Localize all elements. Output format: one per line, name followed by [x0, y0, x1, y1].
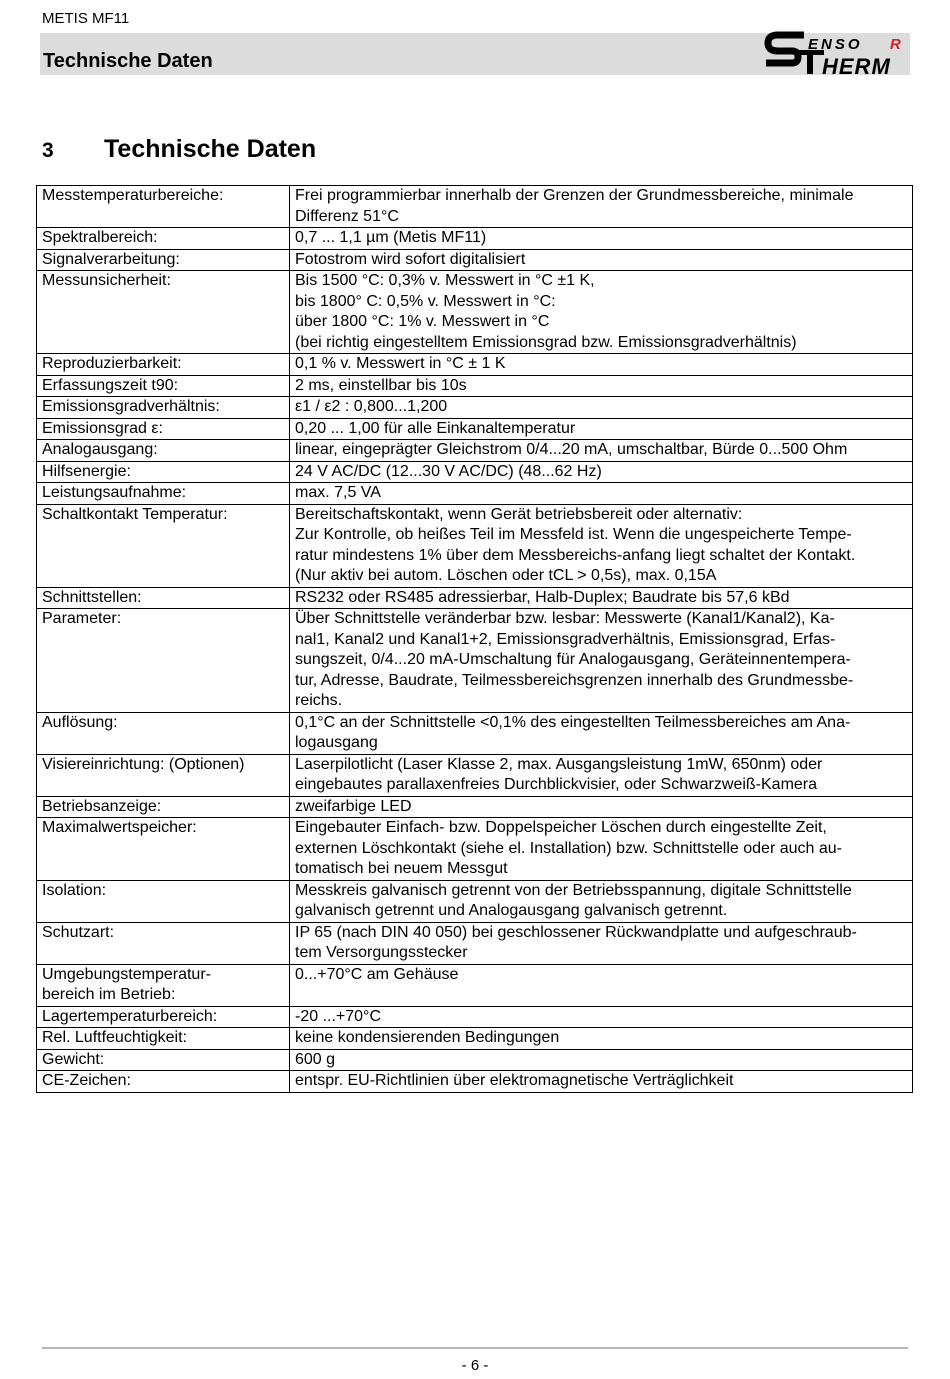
spec-value-line: Über Schnittstelle veränderbar bzw. lesbar: Messwerte (Kanal1/Kanal2), Ka-: [295, 610, 835, 627]
table-row: [37, 271, 913, 354]
spec-label-line: Leistungsaufnahme:: [42, 484, 187, 501]
spec-label: [37, 609, 290, 713]
spec-label: [37, 587, 290, 609]
spec-value-line: tomatisch bei neuem Messgut: [295, 860, 508, 877]
table-row: [37, 418, 913, 440]
spec-label: [37, 712, 290, 754]
table-row: [37, 609, 913, 713]
spec-value-line: Bereitschaftskontakt, wenn Gerät betriebsbereit oder alternativ:: [295, 505, 743, 523]
spec-value-line: 600 g: [295, 1050, 336, 1068]
spec-label-line: Isolation:: [42, 881, 107, 899]
spec-label: [37, 504, 290, 587]
spec-value-line: Zur Kontrolle, ob heißes Teil im Messfeld ist. Wenn die ungespeicherte Tempe-: [295, 526, 852, 543]
spec-value-line: eingebautes parallaxenfreies Durchblickvisier, oder Schwarzweiß-Kamera: [295, 776, 818, 793]
spec-value-line: max. 7,5 VA: [295, 484, 381, 501]
spec-label-line: Emissionsgrad ε:: [42, 419, 163, 437]
spec-value: [290, 1028, 913, 1050]
spec-value-line: 2 ms, einstellbar bis 10s: [295, 376, 467, 394]
spec-label: [37, 249, 290, 271]
spec-label: [37, 228, 290, 250]
spec-label-line: Schutzart:: [42, 923, 115, 941]
table-row: [37, 880, 913, 922]
spec-value: [290, 228, 913, 250]
spec-value: [290, 186, 913, 228]
spec-label: [37, 186, 290, 228]
spec-value-line: (bei richtig eingestelltem Emissionsgrad bzw. Emissionsgradverhältnis): [295, 333, 797, 351]
spec-value-line: reichs.: [295, 692, 343, 709]
document-name: METIS MF11: [42, 10, 130, 27]
spec-value-line: Eingebauter Einfach- bzw. Doppelspeicher Löschen durch eingestellte Zeit,: [295, 819, 827, 836]
svg-text:ENSO: ENSO: [808, 36, 863, 53]
spec-value: [290, 712, 913, 754]
spec-label: [37, 964, 290, 1006]
spec-value-line: 0,20 ... 1,00 für alle Einkanaltemperatur: [295, 419, 576, 437]
spec-value: [290, 754, 913, 796]
spec-label-line: Analogausgang:: [42, 441, 158, 458]
table-row: [37, 249, 913, 271]
table-row: [37, 375, 913, 397]
spec-value-line: ε1 / ε2 : 0,800...1,200: [295, 398, 448, 415]
spec-value-line: zweifarbige LED: [295, 797, 412, 815]
svg-text:HERM: HERM: [822, 54, 891, 78]
spec-value-line: entspr. EU-Richtlinien über elektromagnetische Verträglichkeit: [295, 1072, 734, 1089]
spec-value-line: 24 V AC/DC (12...30 V AC/DC) (48...62 Hz): [295, 462, 602, 480]
spec-value: [290, 1049, 913, 1071]
spec-label: [37, 880, 290, 922]
spec-value-line: linear, eingeprägter Gleichstrom 0/4...20 mA, umschaltbar, Bürde 0...500 Ohm: [295, 441, 848, 458]
section-heading: [42, 135, 316, 164]
spec-value: [290, 964, 913, 1006]
table-row: [37, 796, 913, 818]
table-row: [37, 818, 913, 881]
spec-label: [37, 440, 290, 462]
spec-label-line: Spektralbereich:: [42, 229, 158, 246]
spec-value: [290, 271, 913, 354]
spec-value-line: IP 65 (nach DIN 40 050) bei geschlossener Rückwandplatte und aufgeschraub-: [295, 923, 857, 941]
spec-value: [290, 609, 913, 713]
spec-label: [37, 1006, 290, 1028]
spec-label-line: Emissionsgradverhältnis:: [42, 398, 220, 415]
spec-label-line: bereich im Betrieb:: [42, 986, 176, 1003]
spec-label: [37, 818, 290, 881]
spec-value-line: externen Löschkontakt (siehe el. Installation) bzw. Schnittstelle oder auch au-: [295, 839, 842, 857]
spec-value-line: galvanisch getrennt und Analogausgang galvanisch getrennt.: [295, 902, 728, 919]
spec-label-line: Reproduzierbarkeit:: [42, 355, 182, 372]
spec-value: [290, 249, 913, 271]
spec-label-line: Umgebungstemperatur-: [42, 965, 211, 983]
spec-label: [37, 397, 290, 419]
spec-value-line: Messkreis galvanisch getrennt von der Betriebsspannung, digitale Schnittstelle: [295, 881, 852, 899]
table-row: [37, 228, 913, 250]
spec-value: [290, 1006, 913, 1028]
spec-label: [37, 375, 290, 397]
spec-label-line: Signalverarbeitung:: [42, 250, 180, 268]
spec-value-line: über 1800 °C: 1% v. Messwert in °C: [295, 313, 550, 330]
spec-value: [290, 587, 913, 609]
spec-label-line: Lagertemperaturbereich:: [42, 1007, 218, 1025]
spec-label: [37, 418, 290, 440]
spec-label: [37, 354, 290, 376]
spec-label: [37, 754, 290, 796]
table-row: [37, 587, 913, 609]
spec-label: [37, 483, 290, 505]
spec-value-line: Laserpilotlicht (Laser Klasse 2, max. Ausgangsleistung 1mW, 650nm) oder: [295, 755, 823, 773]
page-number: - 6 -: [461, 1357, 489, 1374]
spec-label-line: Visiereinrichtung: (Optionen): [42, 755, 245, 773]
spec-value: [290, 922, 913, 964]
spec-value-line: Bis 1500 °C: 0,3% v. Messwert in °C ±1 K,: [295, 272, 595, 289]
table-row: [37, 964, 913, 1006]
spec-label-line: Hilfsenergie:: [42, 462, 131, 480]
table-row: [37, 712, 913, 754]
spec-label-line: Auflösung:: [42, 713, 118, 731]
table-row: [37, 354, 913, 376]
spec-value: [290, 440, 913, 462]
spec-label-line: Erfassungszeit t90:: [42, 376, 179, 394]
spec-value-line: Differenz 51°C: [295, 207, 399, 225]
spec-value-line: Frei programmierbar innerhalb der Grenzen der Grundmessbereiche, minimale: [295, 187, 854, 204]
spec-value-line: (Nur aktiv bei autom. Löschen oder tCL > 0,5s), max. 0,15A: [295, 567, 717, 584]
footer-rule: [42, 1347, 908, 1349]
table-row: [37, 1071, 913, 1093]
spec-value-line: 0,1 % v. Messwert in °C ± 1 K: [295, 355, 506, 372]
spec-label: [37, 271, 290, 354]
spec-label-line: Betriebsanzeige:: [42, 797, 162, 815]
spec-value-line: tur, Adresse, Baudrate, Teilmessbereichsgrenzen innerhalb des Grundmessbe-: [295, 671, 854, 689]
spec-value: [290, 354, 913, 376]
spec-label-line: Parameter:: [42, 610, 122, 627]
table-row: [37, 186, 913, 228]
spec-value-line: keine kondensierenden Bedingungen: [295, 1029, 560, 1046]
table-row: [37, 1028, 913, 1050]
spec-label-line: Maximalwertspeicher:: [42, 819, 197, 836]
table-row: [37, 440, 913, 462]
header-title: Technische Daten: [43, 50, 213, 72]
spec-value-line: 0...+70°C am Gehäuse: [295, 965, 459, 983]
spec-value: [290, 461, 913, 483]
spec-label: [37, 922, 290, 964]
table-row: [37, 1006, 913, 1028]
spec-value-line: nal1, Kanal2 und Kanal1+2, Emissionsgradverhältnis, Emissionsgrad, Erfas-: [295, 630, 836, 648]
spec-value: [290, 880, 913, 922]
spec-value: [290, 504, 913, 587]
spec-label-line: Rel. Luftfeuchtigkeit:: [42, 1029, 187, 1046]
section-number: 3: [42, 139, 54, 162]
table-row: [37, 754, 913, 796]
spec-value: [290, 796, 913, 818]
spec-value: [290, 397, 913, 419]
spec-value: [290, 483, 913, 505]
table-row: [37, 504, 913, 587]
spec-label: [37, 1028, 290, 1050]
spec-value-line: -20 ...+70°C: [295, 1007, 381, 1025]
spec-label-line: Messtemperaturbereiche:: [42, 187, 224, 204]
spec-label: [37, 796, 290, 818]
spec-value: [290, 375, 913, 397]
table-row: [37, 1049, 913, 1071]
spec-label-line: Messunsicherheit:: [42, 272, 171, 289]
spec-label: [37, 1071, 290, 1093]
spec-label: [37, 461, 290, 483]
technical-data-table: [36, 185, 913, 1093]
logo-graphic: [764, 30, 910, 78]
table-row: [37, 397, 913, 419]
spec-value: [290, 418, 913, 440]
spec-value: [290, 818, 913, 881]
spec-value-line: 0,1°C an der Schnittstelle <0,1% des eingestellten Teilmessbereiches am Ana-: [295, 713, 851, 731]
spec-value-line: sungszeit, 0/4...20 mA-Umschaltung für Analogausgang, Geräteinnentempera-: [295, 651, 851, 668]
spec-value-line: tem Versorgungsstecker: [295, 944, 468, 961]
section-title: Technische Daten: [104, 135, 317, 163]
spec-value-line: RS232 oder RS485 adressierbar, Halb-Duplex; Baudrate bis 57,6 kBd: [295, 588, 790, 606]
spec-value-line: Fotostrom wird sofort digitalisiert: [295, 250, 526, 268]
spec-label-line: Gewicht:: [42, 1050, 105, 1068]
spec-label: [37, 1049, 290, 1071]
sensortherm-logo: [764, 30, 910, 78]
spec-value-line: logausgang: [295, 734, 378, 751]
table-row: [37, 461, 913, 483]
spec-label-line: Schnittstellen:: [42, 588, 142, 606]
spec-label-line: CE-Zeichen:: [42, 1072, 131, 1089]
spec-value: [290, 1071, 913, 1093]
spec-label-line: Schaltkontakt Temperatur:: [42, 505, 228, 523]
spec-value-line: bis 1800° C: 0,5% v. Messwert in °C:: [295, 292, 556, 310]
spec-value-line: 0,7 ... 1,1 µm (Metis MF11): [295, 229, 487, 246]
table-row: [37, 483, 913, 505]
spec-value-line: ratur mindestens 1% über dem Messbereichs-anfang liegt schaltet der Kontakt.: [295, 546, 856, 564]
table-row: [37, 922, 913, 964]
svg-text:R: R: [890, 36, 901, 53]
